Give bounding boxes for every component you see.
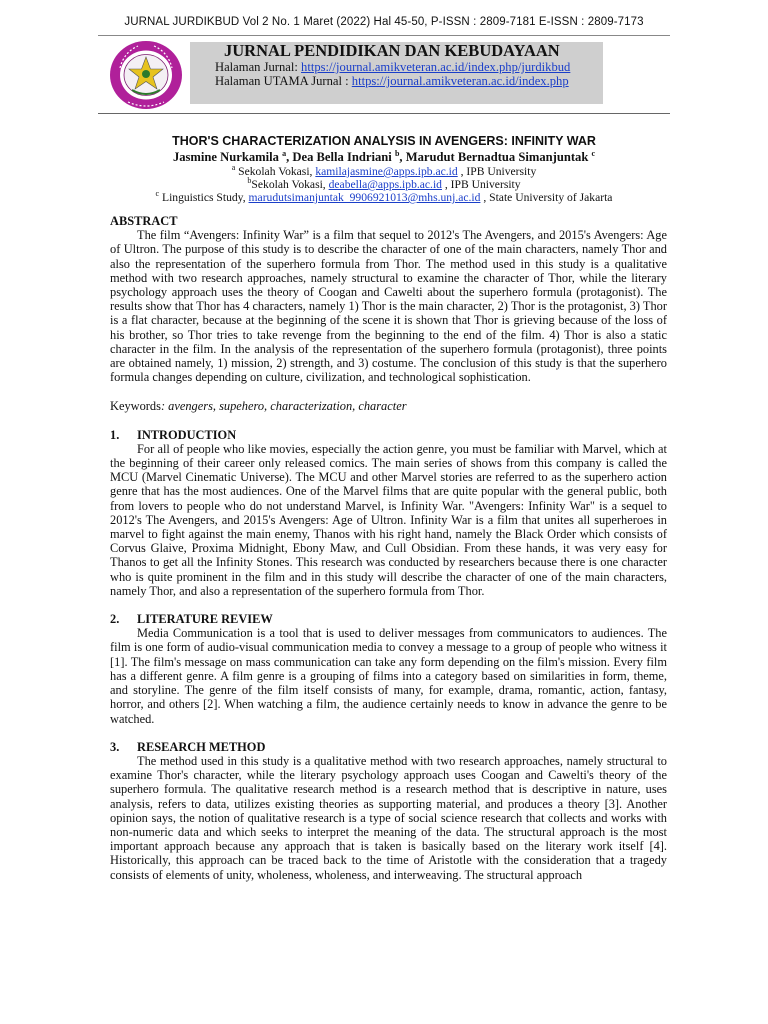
- section-title: LITERATURE REVIEW: [137, 612, 273, 627]
- author-email-link[interactable]: kamilajasmine@apps.ipb.ac.id: [315, 165, 458, 178]
- author-affiliation-mark: c: [591, 148, 596, 158]
- section-heading-research-method: [110, 740, 667, 754]
- author-email-link[interactable]: deabella@apps.ipb.ac.id: [328, 178, 442, 191]
- header-rule: [98, 35, 670, 36]
- journal-main-page-line: [215, 74, 569, 89]
- affiliation-university: , IPB University: [441, 178, 521, 191]
- author-affiliation-mark: b: [394, 148, 400, 158]
- university-seal-icon: [108, 40, 184, 110]
- author-affiliation-mark: a: [282, 148, 287, 158]
- affiliation-b: [0, 178, 768, 191]
- journal-page-line: [215, 60, 570, 75]
- paper-body: [110, 214, 667, 882]
- section-number: 3.: [110, 739, 120, 754]
- affiliation-university: , IPB University: [457, 165, 537, 178]
- journal-title: JURNAL PENDIDIKAN DAN KEBUDAYAAN: [224, 41, 560, 60]
- journal-page-label: Halaman Jurnal:: [215, 60, 302, 74]
- section-title: RESEARCH METHOD: [137, 739, 266, 754]
- affiliation-mark: a: [231, 163, 236, 173]
- author-name: Dea Bella Indriani: [292, 150, 392, 164]
- keywords-line: [110, 399, 667, 413]
- section-number: 1.: [110, 427, 120, 442]
- section-text-literature-review: Media Communication is a tool that is used to deliver messages from communicators to audiences. The film is one form of audio-visual communication media to convey a message to a group of people who witness it [1]. The film's message on mass communication can take any form depending on the film's mission. Every film has a different genre. A film genre is a grouping of films into a category based on similarities in form, theme, and storyline. The genre of the film itself consists of many, for example, drama, romantic, action, fantasy, horror, and others [2]. When watching a film, the audience certainly needs to know in advance the genre to be watched.: [110, 626, 667, 726]
- affiliation-c: [0, 191, 768, 204]
- journal-main-page-link[interactable]: https://journal.amikveteran.ac.id/index.php: [351, 74, 569, 88]
- affiliation-a: [0, 165, 768, 178]
- section-title: INTRODUCTION: [137, 427, 237, 442]
- keywords-list: : avengers, supehero, characterization, character: [160, 399, 407, 414]
- affiliation-institution: Linguistics Study,: [159, 191, 249, 204]
- affiliation-institution: Sekolah Vokasi,: [251, 178, 329, 191]
- abstract-heading: ABSTRACT: [110, 214, 178, 228]
- author-name: Marudut Bernadtua Simanjuntak: [405, 150, 589, 164]
- journal-main-page-label: Halaman UTAMA Jurnal :: [215, 74, 352, 88]
- affiliation-mark: b: [247, 176, 252, 186]
- abstract-text: The film “Avengers: Infinity War” is a film that sequel to 2012's The Avengers, and 2015's Avengers: Age of Ultron. The purpose of this study is to describe the character of one of the main characters, namely Thor and also the representation of the superhero formula from Thor. The method used in this study is a qualitative method with two research approaches, namely structural to examine the character of Thor, while the literary psychology approach uses the theory of Coogan and Cawelti about the superhero formula (protagonist). The results show that Thor has 4 characters, namely 1) Thor is the main character, 2) Thor is the protagonist, 3) Thor is a flat character, because at the beginning of the scene it is shown that Thor is grieving because of the loss of his brother, so Thor tries to take revenge from the beginning to the end of the film. 4) Thor is also a static character in the film. In the analysis of the representation of the superhero formula (protagonist), three points are obtained namely, 1) mission, 2) strength, and 3) costume. The conclusion of this study is that the superhero formula changes depending on culture, civilization, and technological sophistication.: [110, 228, 667, 385]
- keywords-label: Keywords: [110, 399, 161, 414]
- affiliation-mark: c: [155, 189, 160, 199]
- journal-info-box: [190, 42, 603, 104]
- section-number: 2.: [110, 612, 120, 627]
- author-list: Jasmine Nurkamila $^a$, Dea Bella Indriani $^b$, Marudut Bernadtua Simanjuntak $^c$: [172, 148, 596, 164]
- section-text-introduction: For all of people who like movies, especially the action genre, you must be familiar with Marvel, which at the beginning of their career only released comics. The main series of shows from this company is called the MCU (Marvel Cinematic Universe). The MCU and other Marvel stories are referred to as the superhero action genre that has the most audiences. One of the Marvel films that are quite popular with the general public, both from lovers to people who do not understand Marvel, is Infinity War. "Avengers: Infinity War" is a sequel to 2012's The Avengers, and 2015's Avengers: Age of Ultron. Infinity War is a film that unites all superheroes in marvel to fight against the main enemy, Thanos with his right hand, namely the Black Order which consists of Corvus Glaive, Proxima Midnight, Ebony Maw, and Cull Obsidian. From these hands, it was very easy for Thanos to get all the Infinity Stones. This research was conducted by researchers because there is one character who is quite prominent in the film and in this study will describe the character of one of the main characters, namely Thor, and also a representation of the superhero formula from Thor.: [110, 441, 667, 598]
- section-text-research-method: The method used in this study is a qualitative method with two research approaches, namely structural to examine Thor's character, while the literary psychology approach uses Coogan and Cawelti's theory of the superhero formula. The qualitative research method is a research method that is descriptive in nature, uses analysis, refers to data, utilizes existing theories as supporting material, and produces a theory [3]. Another opinion says, the notion of qualitative research is a type of social science research that collects and works with non-numeric data and which seeks to interpret the meaning of the data. The structural approach is the most important approach because any approach that is taken is basically based on the literary work itself [4]. Historically, this approach can be traced back to the time of Aristotle with the consideration that a tragedy consists of elements of unity, wholeness, wholeness, and interweaving. The structural approach: [110, 753, 667, 882]
- section-heading-introduction: [110, 428, 667, 442]
- paper-title: THOR'S CHARACTERIZATION ANALYSIS IN AVENGERS: INFINITY WAR: [172, 134, 596, 148]
- masthead-rule: [98, 113, 670, 114]
- author-email-link[interactable]: marudutsimanjuntak_9906921013@mhs.unj.ac.id: [248, 191, 481, 204]
- affiliation-institution: Sekolah Vokasi,: [235, 165, 316, 178]
- section-heading-literature-review: [110, 612, 667, 626]
- running-header: JURNAL JURDIKBUD Vol 2 No. 1 Maret (2022) Hal 45-50, P-ISSN : 2809-7181 E-ISSN : 2809-7173: [124, 16, 644, 28]
- affiliation-university: , State University of Jakarta: [480, 191, 613, 204]
- author-name: Jasmine Nurkamila: [172, 150, 279, 164]
- journal-page-link[interactable]: https://journal.amikveteran.ac.id/index.php/jurdikbud: [301, 60, 571, 74]
